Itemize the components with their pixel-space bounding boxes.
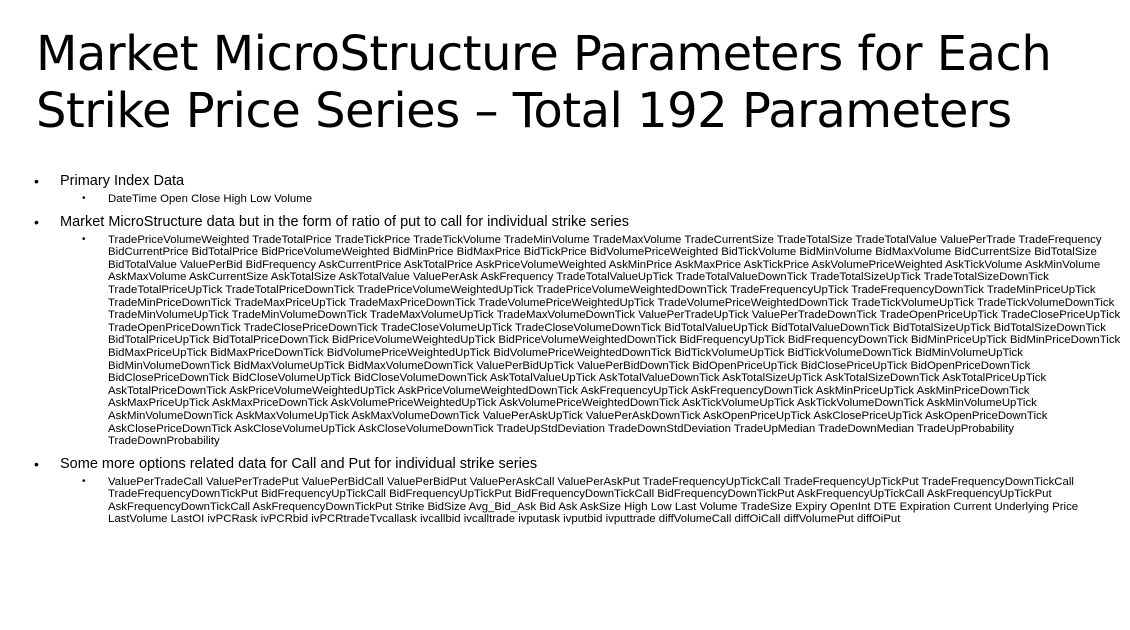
sub-bullet-icon: • (82, 475, 86, 487)
section-detail-text: DateTime Open Close High Low Volume (108, 193, 313, 205)
section-microstructure-ratio (32, 213, 1122, 448)
section-heading-text: Some more options related data for Call and Put for individual strike series (60, 455, 538, 472)
sub-bullet-icon: • (82, 233, 86, 245)
section-heading-text: Market MicroStructure data but in the form of ratio of put to call for individual strike series (60, 213, 629, 230)
section-detail (32, 234, 1122, 448)
bullet-icon: • (34, 173, 39, 189)
sub-bullet-icon: • (82, 193, 86, 204)
section-heading (32, 213, 1122, 232)
section-detail (32, 193, 1122, 206)
section-detail-text: ValuePerTradeCall ValuePerTradePut ValuePerBidCall ValuePerBidPut ValuePerAskCall ValuePerAskPut TradeFrequencyUpTickCall TradeFrequencyUpTickPut TradeFrequencyDownTickCall TradeFrequencyDownTickPut BidFrequencyUpTickCall BidFrequencyUpTickPut BidFrequencyDownTickCall BidFrequencyDownTickPut AskFrequencyUpTickCall AskFrequencyUpTickPut AskFrequencyDownTickCall AskFrequencyDownTickPut Strike BidSize Avg_Bid_Ask Bid Ask AskSize High Low Last Volume TradeSize Expiry OpenInt DTE Expiration Current Underlying Price LastVolume LastOI ivPCRask ivPCRbid ivPCRtradeTvcallask ivcallbid ivcalltrade ivputask ivputbid ivputtrade diffVolumeCall diffOiCall diffVolumePut diffOiPut (108, 475, 1079, 526)
bullet-icon: • (34, 213, 39, 230)
section-detail (32, 476, 1122, 526)
slide-content (32, 172, 1122, 533)
section-primary-index-data (32, 172, 1122, 206)
section-options-call-put (32, 455, 1122, 526)
section-detail-text: TradePriceVolumeWeighted TradeTotalPrice TradeTickPrice TradeTickVolume TradeMinVolume TradeMaxVolume TradeCurrentSize TradeTotalSize TradeTotalValue ValuePerTrade TradeFrequency BidCurrentPrice BidTotalPrice BidPriceVolumeWeighted BidMinPrice BidMaxPrice BidTickPrice BidVolumePriceWeighted BidTickVolume BidMinVolume BidMaxVolume BidCurrentSize BidTotalSize BidTotalValue ValuePerBid BidFrequency AskCurrentPrice AskTotalPrice AskPriceVolumeWeighted AskMinPrice AskMaxPrice AskTickPrice AskVolumePriceWeighted AskTickVolume AskMinVolume AskMaxVolume AskCurrentSize AskTotalSize AskTotalValue ValuePerAsk AskFrequency TradeTotalValueUpTick TradeTotalValueDownTick TradeTotalSizeUpTick TradeTotalSizeDownTick TradeTotalPriceUpTick TradeTotalPriceDownTick TradePriceVolumeWeightedUpTick TradePriceVolumeWeightedDownTick TradeFrequencyUpTick TradeFrequencyDownTick TradeMinPriceUpTick TradeMinPriceDownTick TradeMaxPriceUpTick TradeMaxPriceDownTick TradeVolumePriceWeightedUpTick TradeVolumePriceWeightedDownTick TradeTickVolumeUpTick TradeTickVolumeDownTick TradeMinVolumeUpTick TradeMinVolumeDownTick TradeMaxVolumeUpTick TradeMaxVolumeDownTick ValuePerTradeUpTick ValuePerTradeDownTick TradeOpenPriceUpTick TradeClosePriceUpTick TradeOpenPriceDownTick TradeClosePriceDownTick TradeCloseVolumeUpTick TradeCloseVolumeDownTick BidTotalValueUpTick BidTotalValueDownTick BidTotalSizeUpTick BidTotalSizeDownTick BidTotalPriceUpTick BidTotalPriceDownTick BidPriceVolumeWeightedUpTick BidPriceVolumeWeightedDownTick BidFrequencyUpTick BidFrequencyDownTick BidMinPriceUpTick BidMinPriceDownTick BidMaxPriceUpTick BidMaxPriceDownTick BidVolumePriceWeightedUpTick BidVolumePriceWeightedDownTick BidTickVolumeUpTick BidTickVolumeDownTick BidMinVolumeUpTick BidMinVolumeDownTick BidMaxVolumeUpTick BidMaxVolumeDownTick ValuePerBidUpTick ValuePerBidDownTick BidOpenPriceUpTick BidClosePriceUpTick BidOpenPriceDownTick BidClosePriceDownTick BidCloseVolumeUpTick BidCloseVolumeDownTick AskTotalValueUpTick AskTotalValueDownTick AskTotalSizeUpTick AskTotalSizeDownTick AskTotalPriceUpTick AskTotalPriceDownTick AskPriceVolumeWeightedUpTick AskPriceVolumeWeightedDownTick AskFrequencyUpTick AskFrequencyDownTick AskMinPriceUpTick AskMinPriceDownTick AskMaxPriceUpTick AskMaxPriceDownTick AskVolumePriceWeightedUpTick AskVolumePriceWeightedDownTick AskTickVolumeUpTick AskTickVolumeDownTick AskMinVolumeUpTick AskMinVolumeDownTick AskMaxVolumeUpTick AskMaxVolumeDownTick ValuePerAskUpTick ValuePerAskDownTick AskOpenPriceUpTick AskClosePriceUpTick AskOpenPriceDownTick AskClosePriceDownTick AskCloseVolumeUpTick AskCloseVolumeDownTick TradeUpStdDeviation TradeDownStdDeviation TradeUpMedian TradeDownMedian TradeUpProbability TradeDownProbability (108, 233, 1121, 448)
bullet-icon: • (34, 455, 39, 472)
section-heading (32, 172, 1122, 191)
section-heading (32, 455, 1122, 474)
slide-title: Market MicroStructure Parameters for Each Strike Price Series – Total 192 Parameters (36, 26, 1052, 139)
section-heading-text: Primary Index Data (60, 173, 185, 189)
